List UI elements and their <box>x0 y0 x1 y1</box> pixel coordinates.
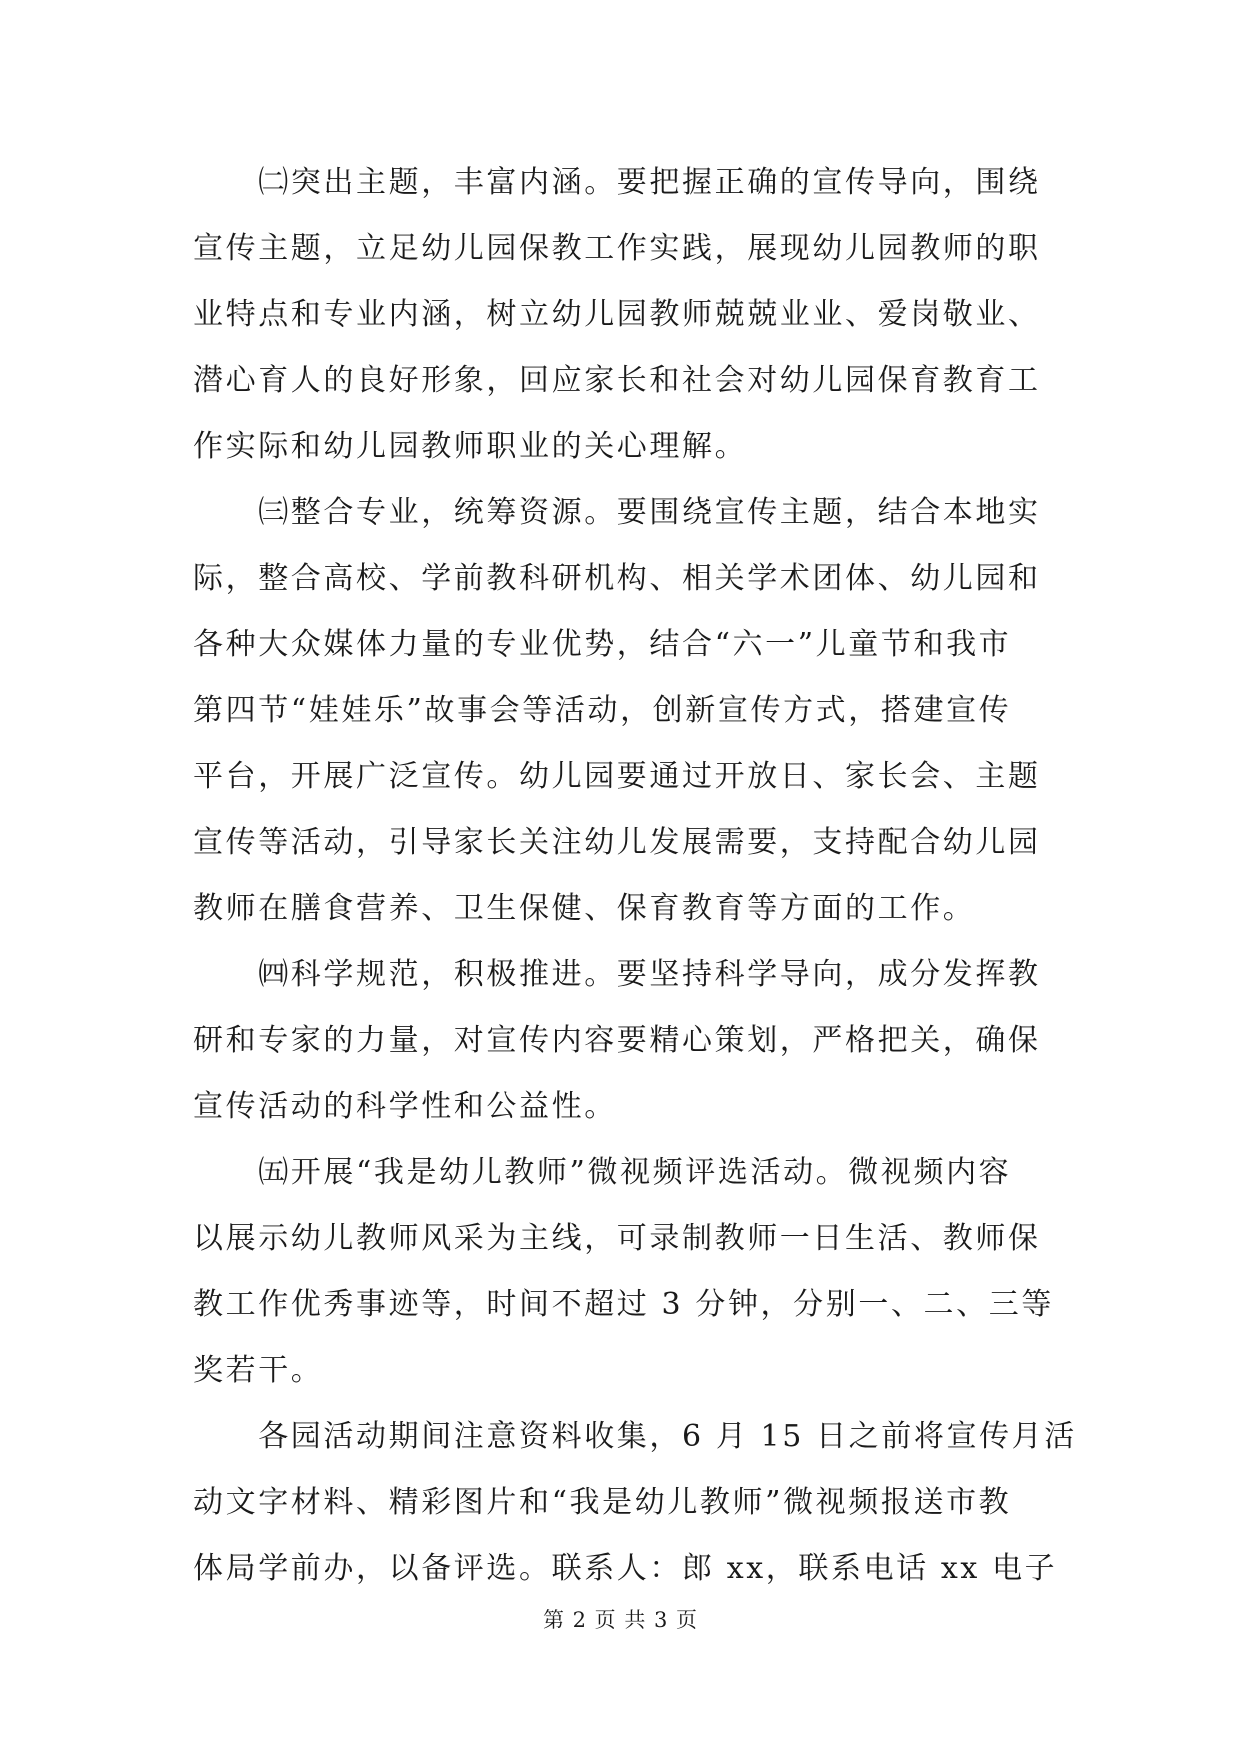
text-line: ㈡突出主题，丰富内涵。要把握正确的宣传导向，围绕 <box>193 165 1041 200</box>
text-line: 动文字材料、精彩图片和“我是幼儿教师”微视频报送市教 <box>193 1485 1012 1520</box>
text-line: ㈢整合专业，统筹资源。要围绕宣传主题，结合本地实 <box>193 495 1041 530</box>
text-line: 第四节“娃娃乐”故事会等活动，创新宣传方式，搭建宣传 <box>193 693 1012 728</box>
text-line: 际，整合高校、学前教科研机构、相关学术团体、幼儿园和 <box>193 561 1041 596</box>
text-line: 教师在膳食营养、卫生保健、保育教育等方面的工作。 <box>193 891 976 926</box>
text-line: 宣传活动的科学性和公益性。 <box>193 1089 617 1124</box>
text-line: 体局学前办，以备评选。联系人：郎 xx，联系电话 xx 电子 <box>193 1551 1058 1586</box>
text-line: 以展示幼儿教师风采为主线，可录制教师一日生活、教师保 <box>193 1221 1041 1256</box>
text-line: ㈤开展“我是幼儿教师”微视频评选活动。微视频内容 <box>193 1155 1012 1190</box>
text-line: 各园活动期间注意资料收集，6 月 15 日之前将宣传月活 <box>193 1419 1077 1454</box>
text-line: ㈣科学规范，积极推进。要坚持科学导向，成分发挥教 <box>193 957 1041 992</box>
text-line: 业特点和专业内涵，树立幼儿园教师兢兢业业、爱岗敬业、 <box>193 297 1041 332</box>
text-line: 潜心育人的良好形象，回应家长和社会对幼儿园保育教育工 <box>193 363 1041 398</box>
text-line: 教工作优秀事迹等，时间不超过 3 分钟，分别一、二、三等 <box>193 1287 1054 1322</box>
text-line: 宣传等活动，引导家长关注幼儿发展需要，支持配合幼儿园 <box>193 825 1041 860</box>
text-line: 研和专家的力量，对宣传内容要精心策划，严格把关，确保 <box>193 1023 1041 1058</box>
text-line: 各种大众媒体力量的专业优势，结合“六一”儿童节和我市 <box>193 627 1012 662</box>
text-line: 平台，开展广泛宣传。幼儿园要通过开放日、家长会、主题 <box>193 759 1041 794</box>
text-line: 宣传主题，立足幼儿园保教工作实践，展现幼儿园教师的职 <box>193 231 1041 266</box>
text-line: 作实际和幼儿园教师职业的关心理解。 <box>193 429 748 464</box>
page-number-footer: 第 2 页 共 3 页 <box>542 1608 699 1632</box>
body-text <box>193 150 1077 1602</box>
text-line: 奖若干。 <box>193 1353 324 1388</box>
